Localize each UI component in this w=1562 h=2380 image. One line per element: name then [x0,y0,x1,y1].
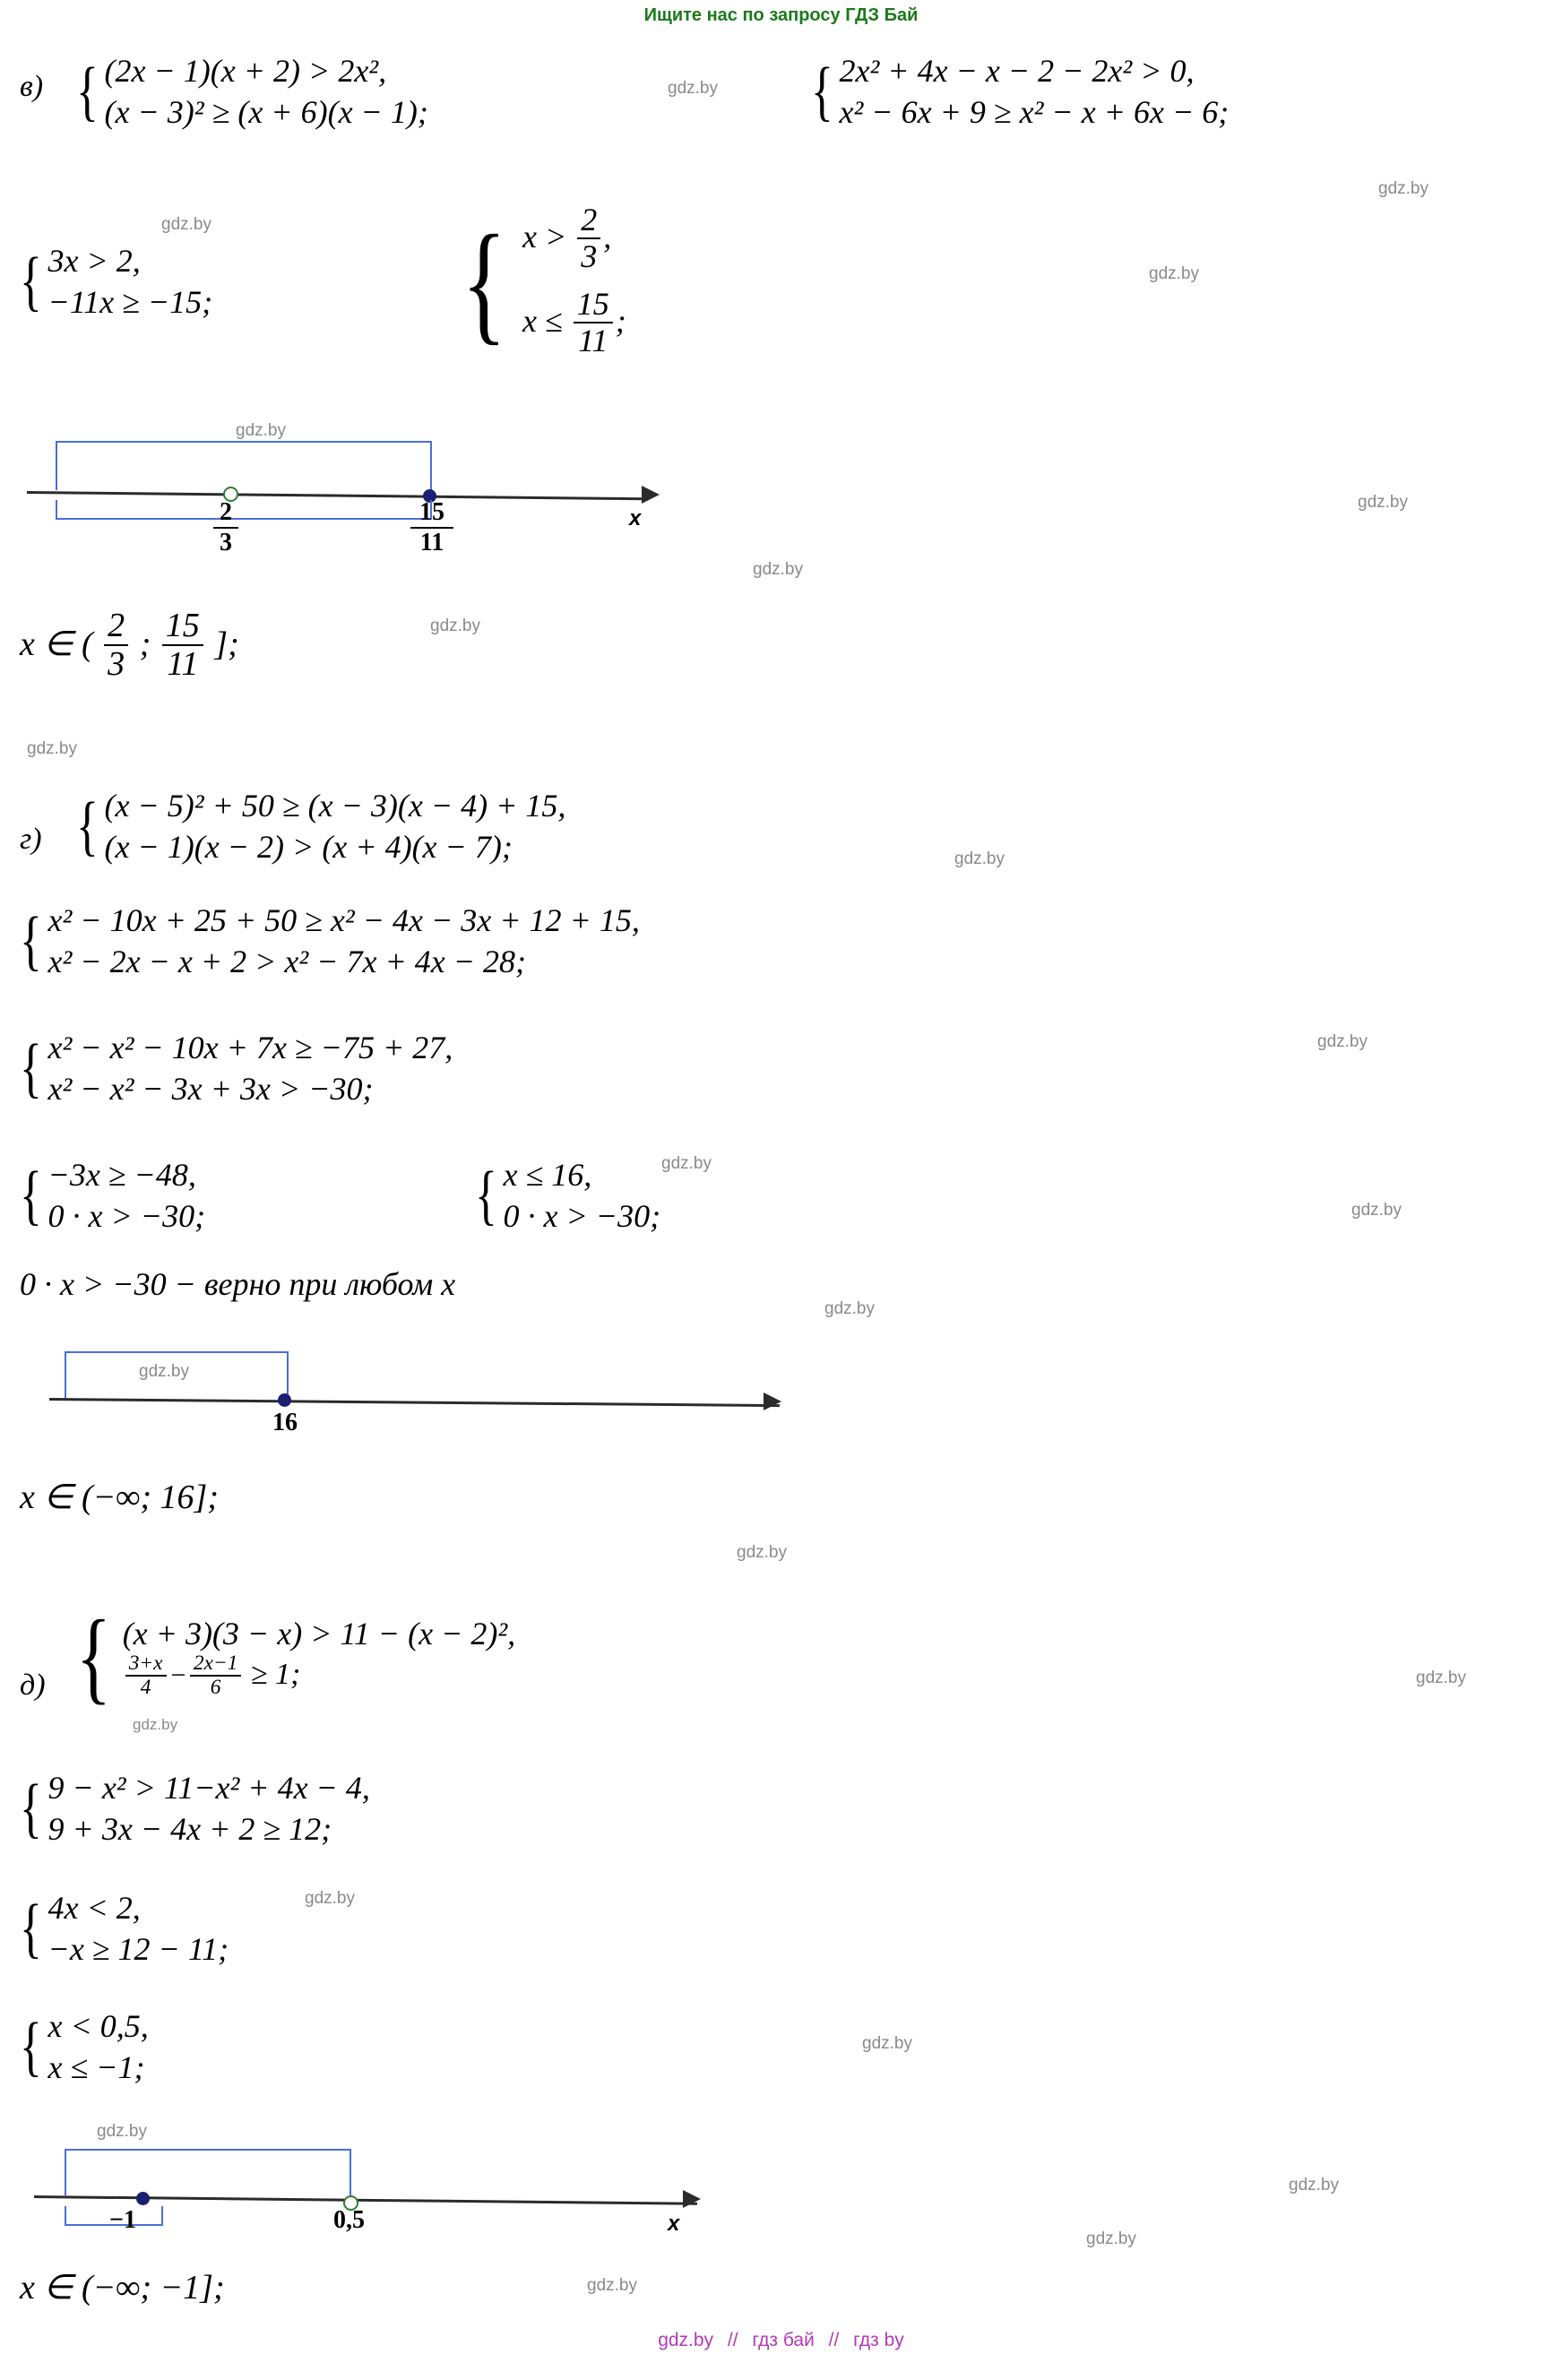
footer-separator: // [727,2330,738,2350]
footer-link-c[interactable]: гдз by [853,2330,904,2350]
watermark: gdz.by [1416,1669,1466,1687]
equation-line: 0 · x > −30; [503,1198,661,1235]
watermark: gdz.by [1317,1032,1368,1051]
axis-line [49,1398,780,1407]
fraction: $\frac{15}{11}$ [574,287,613,358]
number-line-v [0,421,681,565]
brace-icon: { [76,789,99,863]
part-g-system-3 [20,1027,453,1109]
equation-line: x > $\frac{2}{3}$ , [522,202,612,274]
axis-line [27,491,645,500]
equation-line: $\frac{3+x}{4}$ − $\frac{2x-1}{6}$ ≥ 1; [123,1654,515,1702]
brace-icon: { [20,244,42,318]
brace-icon: { [20,1158,42,1232]
equation-line: x² − x² − 3x + 3x > −30; [47,1071,374,1108]
brace-icon: { [20,1771,42,1845]
part-d-system-4 [20,2005,149,2088]
tick-label: 15 11 [396,498,468,557]
equation-line: (x − 1)(x − 2) > (x + 4)(x − 7); [104,829,513,866]
equation-line: −11x ≥ −15; [47,284,213,321]
watermark: gdz.by [305,1889,355,1908]
footer-link-b[interactable]: гдз бай [752,2330,815,2350]
axis-line [34,2195,697,2205]
watermark: gdz.by [97,2122,147,2141]
watermark: gdz.by [1378,179,1428,198]
part-g-system-1 [76,785,565,867]
part-g-system-2 [20,900,640,982]
equation-line: x ≤ $\frac{15}{11}$ ; [522,285,626,358]
tick-label: 0,5 [333,2206,365,2234]
part-g-note: 0 · x > −30 − верно при любом x [20,1266,456,1302]
part-label-d: д) [20,1669,46,1702]
watermark: gdz.by [862,2034,912,2053]
axis-name-label: x [668,2212,680,2236]
brace-icon: { [20,1891,42,1965]
equation-line: x² − 6x + 9 ≥ x² − x + 6x − 6; [839,94,1230,131]
brace-icon: { [462,208,507,358]
equation-line: −3x ≥ −48, [47,1157,196,1193]
brace-icon: { [20,1030,42,1105]
brace-icon: { [20,2009,42,2083]
number-line-d [0,2133,753,2276]
watermark: gdz.by [1149,264,1199,283]
part-d-answer: x ∈ (−∞; −1]; [20,2269,225,2307]
watermark: gdz.by [1358,493,1408,512]
equation-line: x ≤ 16, [503,1157,592,1193]
part-v-system-4 [462,199,626,367]
tick-label: 2 3 [199,498,253,557]
brace-icon: { [76,1599,111,1714]
watermark: gdz.by [133,1716,178,1733]
part-label-v: в) [20,70,44,103]
part-g-system-4 [20,1154,205,1237]
fraction: $\frac{2}{3}$ [577,203,600,274]
equation-line: x ≤ −1; [47,2049,145,2086]
part-d-system-2 [20,1767,370,1850]
watermark: gdz.by [954,849,1005,868]
part-v-system-2 [811,50,1229,133]
axis-name-label: x [629,506,642,530]
part-d-system-1 [76,1599,516,1714]
fraction: $\frac{2x-1}{6}$ [190,1652,242,1700]
watermark: gdz.by [139,1362,189,1381]
watermark: gdz.by [1289,2176,1339,2195]
equation-line: 2x² + 4x − x − 2 − 2x² > 0, [839,53,1195,89]
part-d-system-3 [20,1887,229,1970]
promo-banner: Ищите нас по запросу ГДЗ Бай [643,5,919,25]
part-g-answer: x ∈ (−∞; 16]; [20,1479,219,1516]
equation-line: 9 − x² > 11−x² + 4x − 4, [47,1770,370,1806]
watermark: gdz.by [753,560,803,579]
axis-arrow-icon [642,486,660,504]
watermark: gdz.by [587,2276,637,2295]
equation-line: (x + 3)(3 − x) > 11 − (x − 2)², [122,1616,516,1651]
equation-line: 4x < 2, [47,1890,141,1926]
axis-arrow-icon [683,2190,701,2208]
equation-line: 0 · x > −30; [47,1198,206,1235]
closed-point-marker [278,1393,291,1407]
equation-line: x² − x² − 10x + 7x ≥ −75 + 27, [47,1030,453,1065]
brace-icon: { [76,54,99,128]
part-v-system-1 [76,50,428,133]
brace-icon: { [811,54,833,128]
solution-bracket [65,2149,351,2195]
watermark: gdz.by [27,739,77,758]
watermark: gdz.by [737,1543,787,1562]
fraction: $\frac{3+x}{4}$ [125,1652,167,1700]
watermark: gdz.by [668,79,718,98]
brace-icon: { [20,903,42,978]
footer-links [0,2330,1562,2351]
footer-link-a[interactable]: gdz.by [658,2330,714,2350]
tick-label: 16 [272,1409,298,1436]
part-g-system-5 [475,1154,660,1237]
footer-separator: // [828,2330,840,2350]
equation-line: (x − 3)² ≥ (x + 6)(x − 1); [104,94,428,131]
solution-bracket [56,441,432,490]
equation-line: −x ≥ 12 − 11; [47,1931,229,1968]
watermark: gdz.by [1086,2229,1136,2248]
closed-point-marker [136,2192,150,2205]
watermark: gdz.by [161,215,211,234]
equation-line: (2x − 1)(x + 2) > 2x², [104,53,387,89]
tick-label: −1 [109,2206,136,2234]
axis-arrow-icon [764,1393,781,1410]
watermark: gdz.by [661,1154,712,1173]
fraction: $\frac{15}{11}$ [162,608,203,683]
part-v-answer: x ∈ ( $\frac{2}{3}$ ; $\frac{15}{11}$ ]; [20,607,239,684]
watermark: gdz.by [824,1299,875,1318]
brace-icon: { [475,1158,497,1232]
watermark: gdz.by [236,421,286,440]
fraction: $\frac{2}{3}$ [104,608,128,683]
equation-line: x < 0,5, [47,2008,149,2044]
equation-line: 9 + 3x − 4x + 2 ≥ 12; [47,1811,332,1848]
watermark: gdz.by [430,617,480,635]
watermark: gdz.by [1351,1201,1402,1220]
equation-line: 3x > 2, [47,243,141,279]
equation-line: x² − 2x − x + 2 > x² − 7x + 4x − 28; [47,944,527,980]
equation-line: (x − 5)² + 50 ≥ (x − 3)(x − 4) + 15, [104,788,566,824]
equation-line: x² − 10x + 25 + 50 ≥ x² − 4x − 3x + 12 + 15, [47,902,640,938]
part-label-g: г) [20,823,42,856]
number-line-g [0,1335,807,1470]
part-v-system-3 [20,240,212,323]
